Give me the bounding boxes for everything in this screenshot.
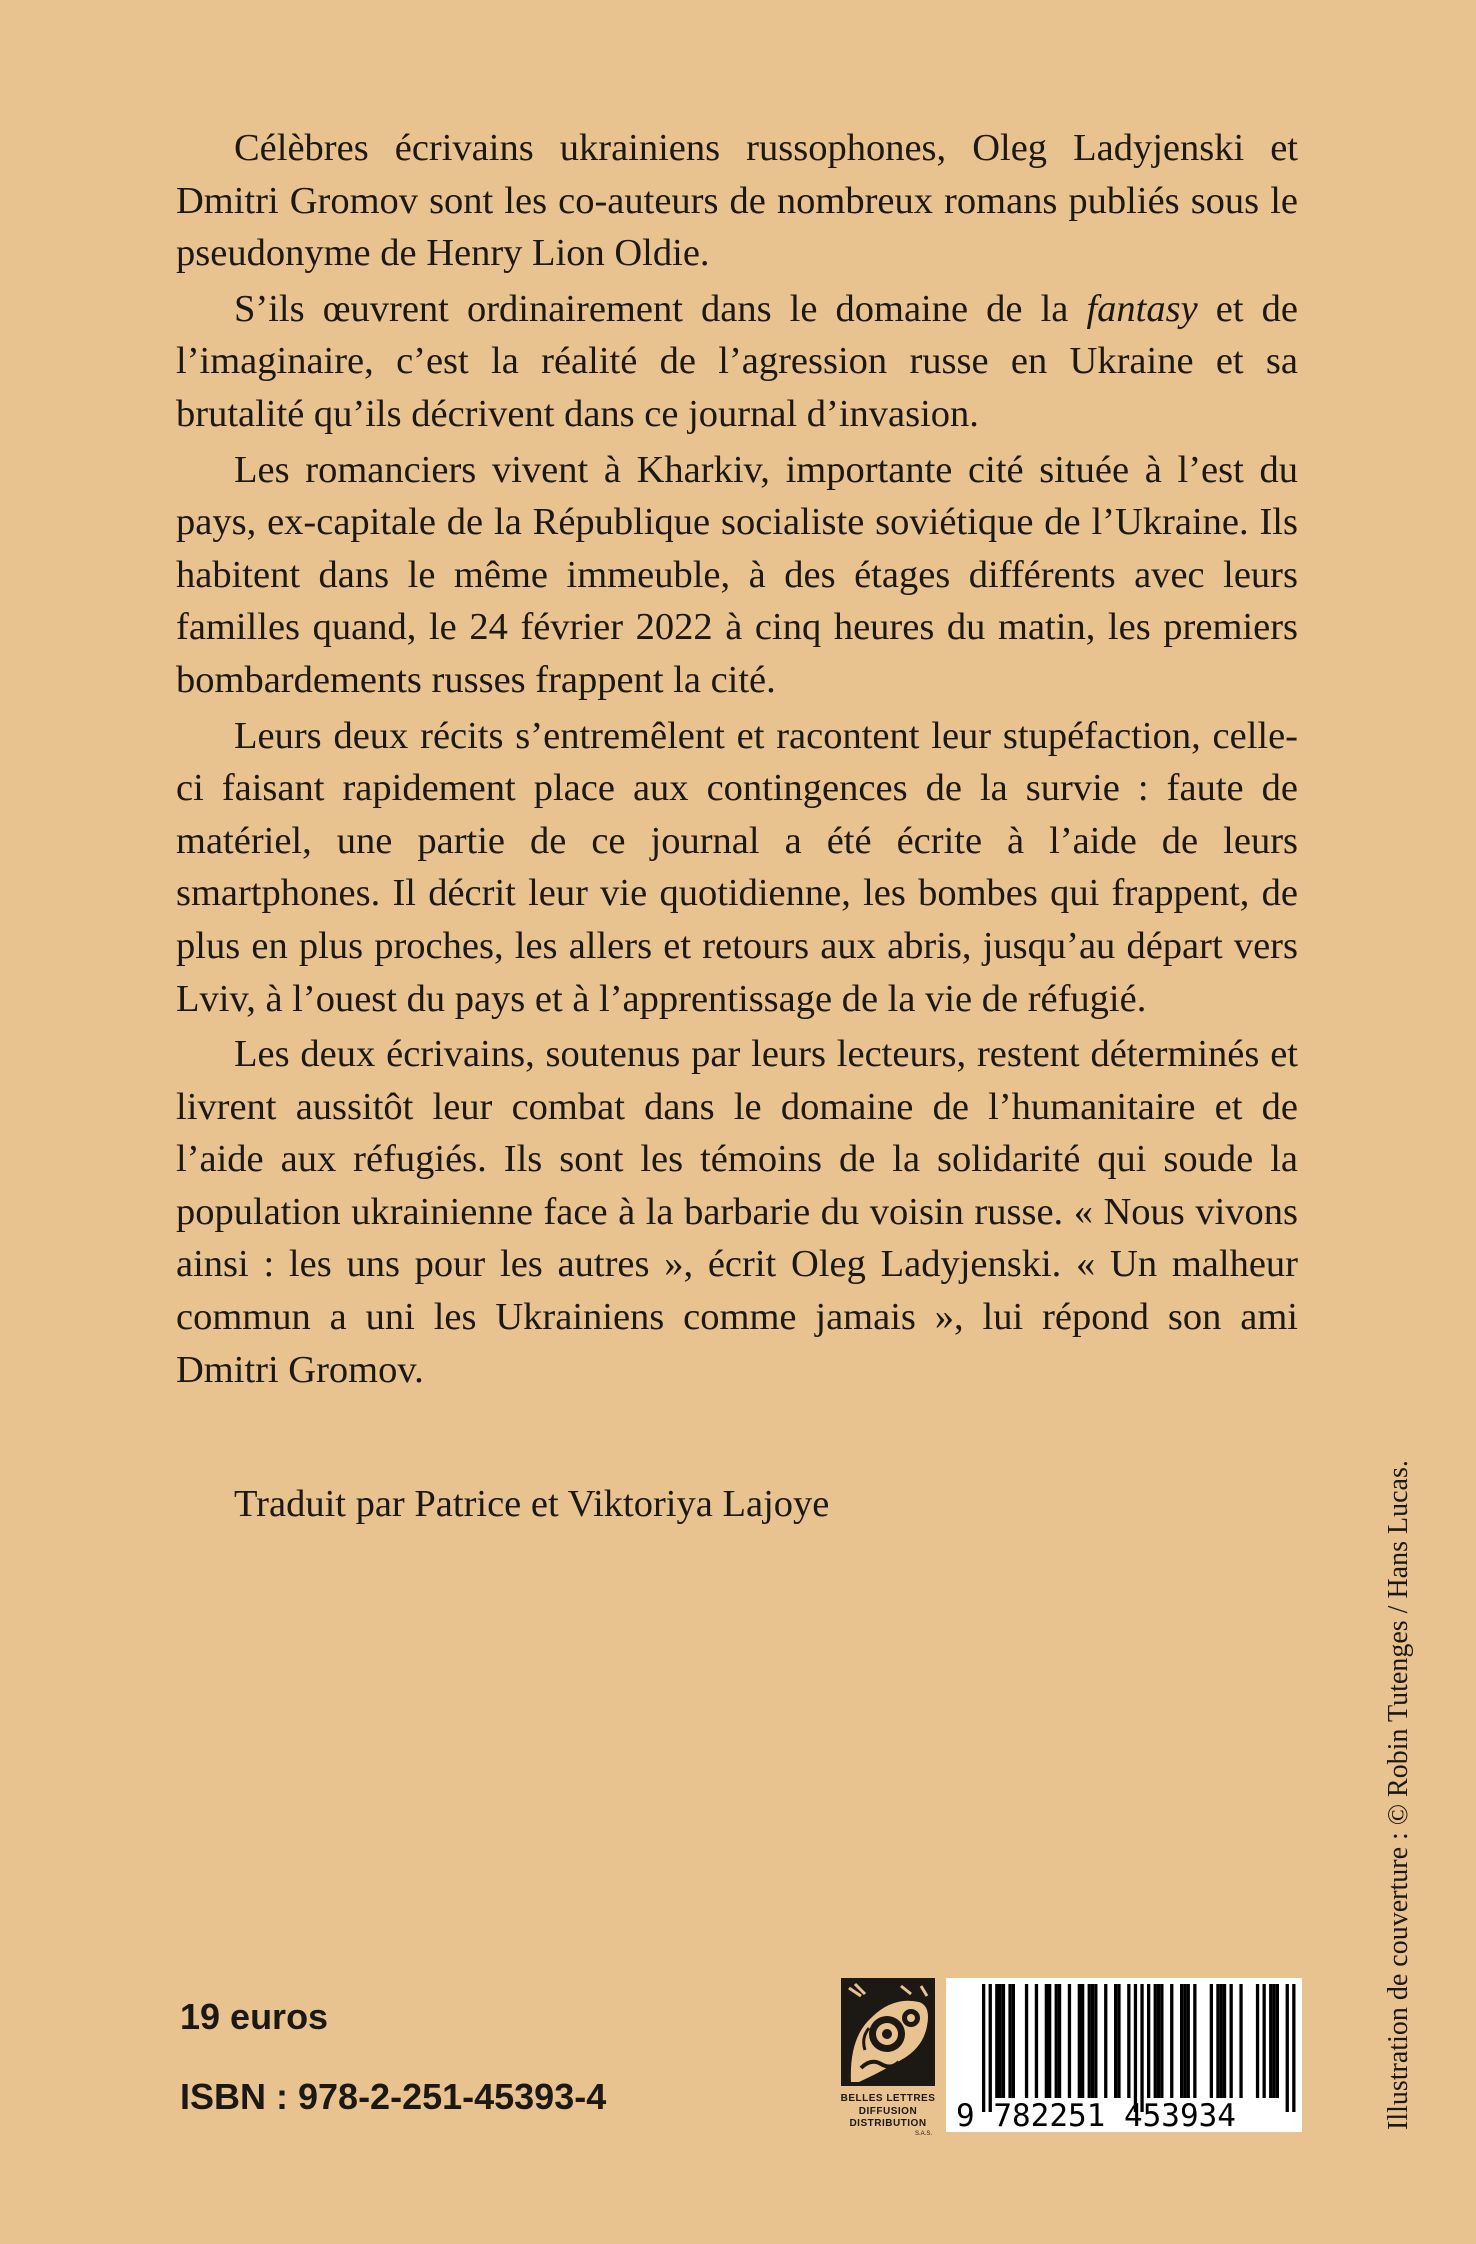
barcode-bar <box>1187 1984 1190 2098</box>
publisher-name-line-2: DIFFUSION <box>858 2105 918 2117</box>
barcode-digits: 9 782251 453934 <box>956 2098 1236 2132</box>
barcode-bar <box>1068 1984 1071 2098</box>
isbn-label: ISBN : 978-2-251-45393-4 <box>180 2076 607 2117</box>
barcode-bar <box>1160 1984 1163 2098</box>
barcode-bar <box>1147 1984 1150 2098</box>
blurb-paragraph-2 <box>176 283 1298 441</box>
back-cover-blurb <box>176 122 1298 1399</box>
publisher-name-line-4: S.A.S. <box>914 2130 932 2137</box>
barcode-bar <box>1088 1984 1091 2098</box>
barcode-bar <box>1170 1984 1173 2098</box>
barcode-bar <box>1263 1984 1266 2098</box>
blurb-paragraph-3-text: Les romanciers vivent à Kharkiv, importante cité située à l’est du pays, ex-capitale de la République socialiste soviétique de l’Ukraine. Ils habitent dans le même immeuble, à des étages différents avec leurs familles quand, le 24 février 2022 à cinq heures du matin, les premiers bombardements russes frappent la cité. <box>176 448 1298 701</box>
barcode-bar <box>1220 1984 1223 2098</box>
barcode-bar <box>1256 1984 1259 2098</box>
barcode-bar <box>1055 1984 1058 2098</box>
barcode-bar <box>1091 1984 1094 2098</box>
barcode-bar <box>1157 1984 1160 2098</box>
blurb-paragraph-1 <box>176 122 1298 280</box>
barcode-bar <box>999 1984 1002 2098</box>
translator-credit: Traduit par Patrice et Viktoriya Lajoye <box>234 1483 830 1525</box>
publisher-logo <box>838 1978 938 2137</box>
barcode-bar <box>1035 1984 1038 2098</box>
barcode-bar <box>1276 1984 1279 2098</box>
barcode-bar <box>982 1984 985 2112</box>
barcode-bar <box>1292 1984 1295 2112</box>
barcode-bar <box>1078 1984 1081 2098</box>
blurb-paragraph-3 <box>176 444 1298 707</box>
barcode-bar <box>1286 1984 1289 2112</box>
barcode-bar <box>1223 1984 1226 2098</box>
barcode-bar <box>1094 1984 1097 2098</box>
blurb-paragraph-2-emphasis: fantasy <box>1086 287 1198 330</box>
barcode-bar <box>1216 1984 1219 2098</box>
blurb-paragraph-4-text: Leurs deux récits s’entremêlent et racontent leur stupéfaction, celle-ci faisant rapidement place aux contingences de la survie : faute de matériel, une partie de ce journal a été écrite à l’aide de leurs smartphones. Il décrit leur vie quotidienne, les bombes qui frappent, de plus en plus proches, les allers et retours aux abris, jusqu’au départ vers Lviv, à l’ouest du pays et à l’apprentissage de la vie de réfugié. <box>176 714 1298 1020</box>
barcode-bar <box>1104 1984 1107 2098</box>
blurb-paragraph-2-text-end: et de l’imaginaire, c’est la réalité de l’agression russe en Ukraine et sa brutalité qu’ils décrivent dans ce journal d’invasion. <box>176 287 1299 435</box>
barcode-bar <box>1154 1984 1157 2098</box>
barcode-bar <box>1045 1984 1048 2098</box>
barcode-bar <box>1269 1984 1272 2098</box>
barcode-bar <box>1008 1984 1011 2098</box>
barcode-bar <box>1230 1984 1233 2098</box>
publisher-name-line-3: DISTRIBUTION <box>849 2118 927 2129</box>
price-label: 19 euros <box>180 1996 329 2037</box>
barcode-bar <box>989 1984 992 2112</box>
cover-illustration-credit: Illustration de couverture : © Robin Tutenges / Hans Lucas. <box>1383 1460 1414 2130</box>
barcode-bar <box>1140 1984 1143 2112</box>
barcode-bar <box>1193 1984 1196 2098</box>
barcode-bar <box>1134 1984 1137 2112</box>
barcode-bar <box>1025 1984 1028 2098</box>
barcode-bar <box>1180 1984 1183 2098</box>
blurb-paragraph-4 <box>176 710 1298 1026</box>
publisher-emblem-icon <box>841 1978 935 2086</box>
publisher-name-line-1: BELLES LETTRES <box>840 2093 936 2104</box>
blurb-paragraph-1-text: Célèbres écrivains ukrainiens russophones, Oleg Ladyjenski et Dmitri Gromov sont les co-auteurs de nombreux romans publiés sous le pseudonyme de Henry Lion Oldie. <box>176 127 1298 275</box>
barcode-graphic <box>946 1978 1302 2132</box>
blurb-paragraph-2-text-start: S’ils œuvrent ordinairement dans le domaine de la <box>234 287 1087 330</box>
barcode-bar <box>1002 1984 1005 2098</box>
barcode-bar <box>1272 1984 1275 2098</box>
barcode-bar <box>1127 1984 1130 2098</box>
barcode-bar <box>1058 1984 1061 2098</box>
barcode-bar <box>995 1984 998 2098</box>
blurb-paragraph-5 <box>176 1028 1298 1396</box>
barcode-bar <box>1114 1984 1117 2098</box>
barcode-bar <box>1117 1984 1120 2098</box>
isbn-barcode <box>946 1978 1302 2132</box>
barcode-bar <box>1210 1984 1213 2098</box>
barcode-bar <box>1081 1984 1084 2098</box>
barcode-bar <box>1012 1984 1015 2098</box>
barcode-bar <box>1239 1984 1242 2098</box>
barcode-bar <box>1048 1984 1051 2098</box>
blurb-paragraph-5-text: Les deux écrivains, soutenus par leurs lecteurs, restent déterminés et livrent aussitôt leur combat dans le domaine de l’humanitaire et de l’aide aux réfugiés. Ils sont les témoins de la solidarité qui soude la population ukrainienne face à la barbarie du voisin russe. « Nous vivons ainsi : les uns pour les autres », écrit Oleg Ladyjenski. « Un malheur commun a uni les Ukrainiens comme jamais », lui répond son ami Dmitri Gromov. <box>176 1033 1298 1391</box>
barcode-bar <box>1183 1984 1186 2098</box>
